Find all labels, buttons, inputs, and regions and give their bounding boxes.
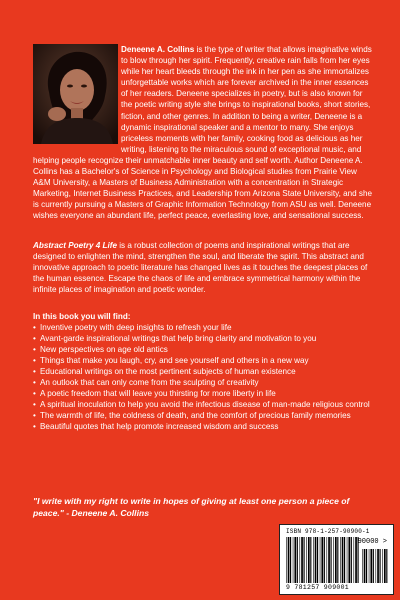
list-item: • An outlook that can only come from the sculpting of creativity [33,377,378,388]
barcode-box [279,524,394,595]
find-list [33,322,378,432]
author-bio-text: is the type of writer that allows imaginative winds to blow through her spirit. Frequently, creative rain falls from her eyes while her heart bleeds through the ink in her pen as she immortalizes unforgettable works which are forever archived in the inner essences of her readers. Deneene specializes in poetry, but is also known for the poetic writing style she brings to inspirational books, short stories, fiction, and other genres. In addition to being a writer, Deneene is a dynamic inspirational speaker and a mentor to many. She enjoys priceless moments with her family, cooking food as delicious as her writing, listening to the miraculous sound of exceptional music, and helping people recognize their unmatchable inner beauty and self worth. Author Deneene A. Collins has a Bachelor's of Science in Psychology and Biological studies from Prairie View A&M University, a Masters of Business Administration with a concentration in Strategic Marketing, Internet Business Practices, and Leadership from Arizona State University, and she is currently pursuing a Masters of Graphic Information Technology from ASU as well. Deneene wishes everyone an abundant life, perfect peace, everlasting love, and sensational success. [33,45,373,221]
barcode-icon [286,537,360,583]
list-item: • A poetic freedom that will leave you thirsting for more liberty in life [33,388,378,399]
list-item: • Things that make you laugh, cry, and see yourself and others in a new way [33,355,378,366]
book-title: Abstract Poetry 4 Life [33,241,117,250]
list-item: • Inventive poetry with deep insights to refresh your life [33,322,378,333]
list-item: • Educational writings on the most pertinent subjects of human existence [33,366,378,377]
list-item: • Avant-garde inspirational writings that help bring clarity and motivation to you [33,333,378,344]
list-item: • A spiritual inoculation to help you avoid the infectious disease of man-made religious control [33,399,378,410]
barcode-number: 9 781257 909001 [286,584,350,591]
price-barcode-icon [362,549,388,583]
isbn-label: ISBN 978-1-257-90900-1 [286,528,370,535]
author-name: Deneene A. Collins [121,45,195,54]
list-item: • Beautiful quotes that help promote increased wisdom and success [33,421,378,432]
find-heading: In this book you will find: [33,312,131,321]
author-bio [33,44,373,222]
book-description-text: is a robust collection of poems and inspirational writings that are designed to enlighten the mind, strengthen the soul, and liberate the spirit. This abstract and innovative approach to poetic literature has changed lives as it touches the deepest places of the human essence. Escape the chaos of life and embrace symmetrical harmony within the infinite places of imagination and poetic wonder. [33,241,368,295]
author-quote: "I write with my right to write in hopes of giving at least one person a piece of peace." - Deneene A. Collins [33,496,350,518]
price-code: 90000 > [357,538,387,546]
list-item: • New perspectives on age old antics [33,344,378,355]
list-item: • The warmth of life, the coldness of death, and the comfort of precious family memories [33,410,378,421]
book-description [33,240,373,295]
